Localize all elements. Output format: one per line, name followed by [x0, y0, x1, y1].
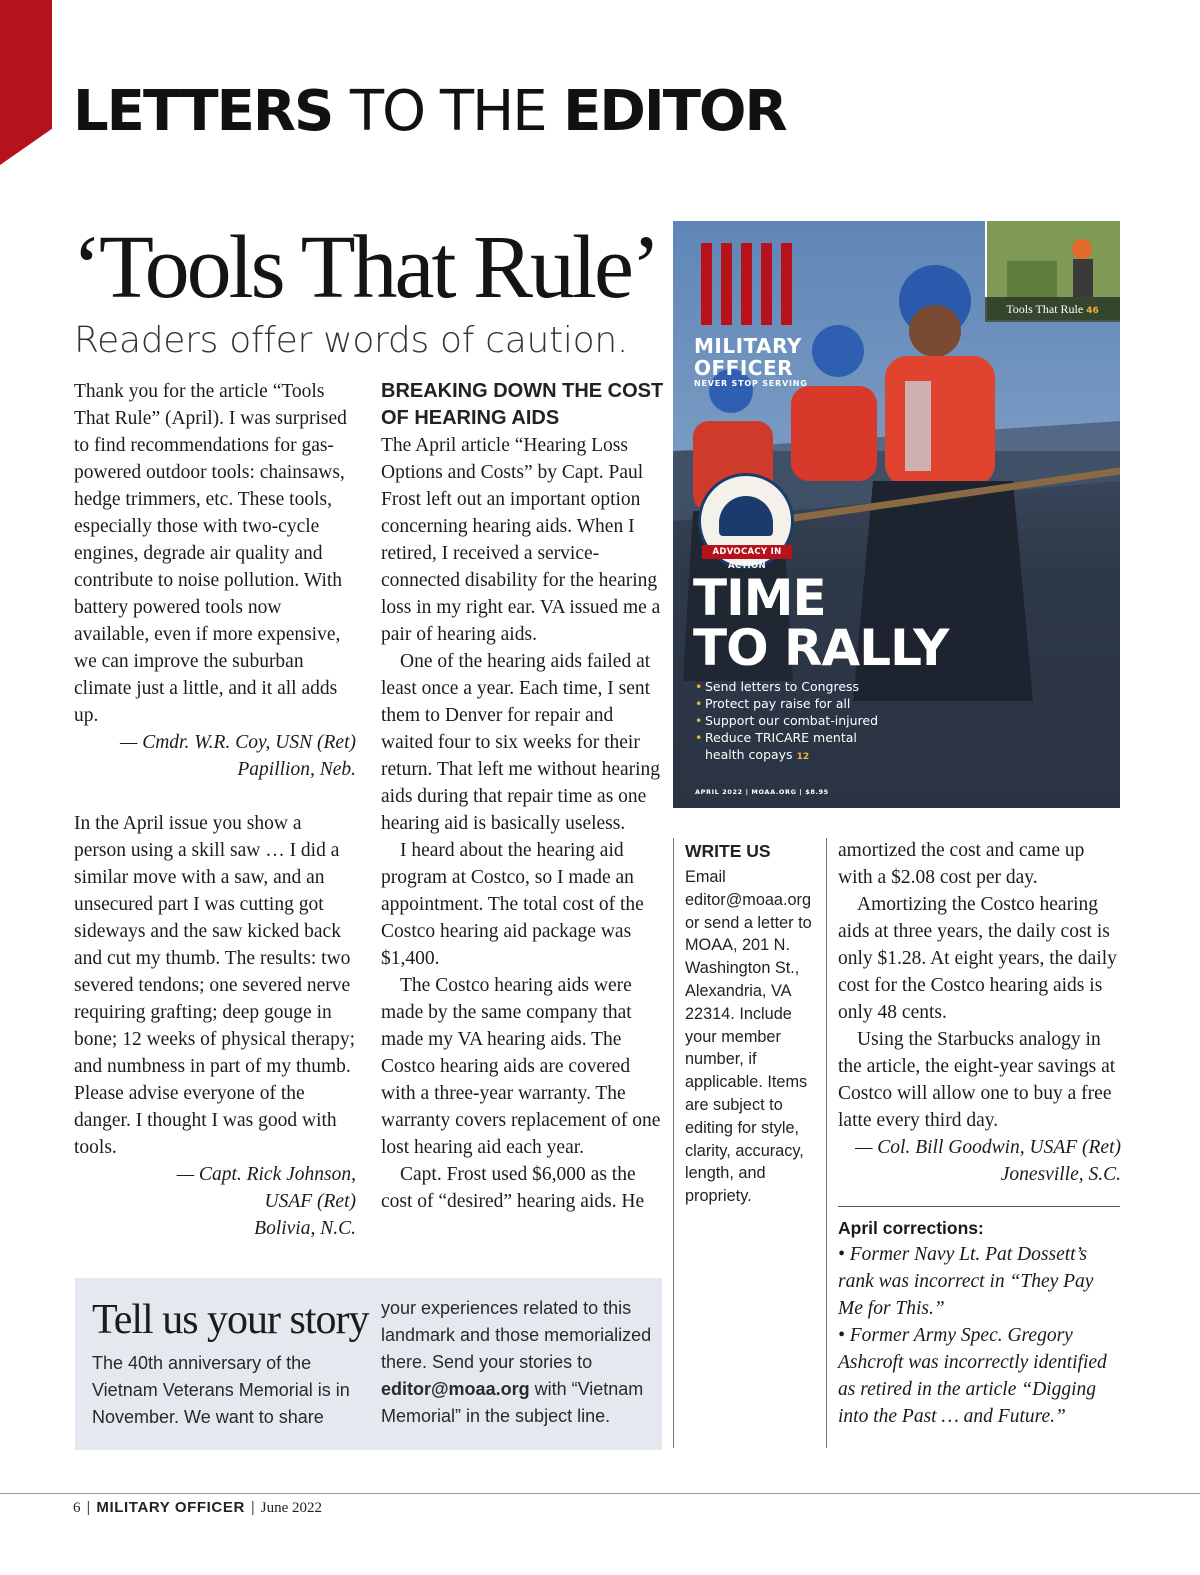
cover-tagline: NEVER STOP SERVING — [694, 379, 808, 388]
article-deck: Readers offer words of caution. — [74, 320, 628, 361]
story-body-text-end: with “Vietnam Memorial” in the subject line. — [381, 1379, 644, 1426]
write-us-box — [685, 838, 820, 1208]
letter-3-part-1 — [381, 378, 664, 1215]
cover-bullet-list — [695, 678, 895, 766]
letter-3-heading: BREAKING DOWN THE COST OF HEARING AIDS — [381, 380, 664, 429]
cover-bullet-text: Reduce TRICARE mental health copays — [705, 730, 857, 762]
cover-bullet: • Protect pay raise for all — [695, 695, 895, 712]
page-footer — [73, 1497, 322, 1518]
story-email-link[interactable]: editor@moaa.org — [381, 1379, 530, 1399]
cover-inset-caption — [985, 297, 1120, 322]
column-rule — [673, 838, 674, 1448]
cover-bullet — [695, 729, 895, 766]
cover-masthead-line-1: MILITARY — [694, 334, 802, 358]
section-title — [73, 78, 786, 146]
letter-3-paragraph: I heard about the hearing aid program at Costco, so I made an appointment. The total cost of the Costco hearing aid package was $1,400. — [381, 840, 644, 969]
letter-3-paragraph: The April article “Hearing Loss Options and Costs” by Capt. Paul Frost left out an important option concerning hearing aids. When I retired, I received a service-connected disability for the hearing loss in my right ear. VA issued me a pair of hearing aids. — [381, 435, 661, 645]
section-color-tab — [0, 0, 52, 165]
write-us-title: WRITE US — [685, 841, 771, 861]
letter-3-paragraph: Capt. Frost used $6,000 as the cost of “desired” hearing aids. He — [381, 1164, 645, 1212]
letter-2-signature — [74, 1161, 356, 1242]
letter-1-author: — Cmdr. W.R. Coy, USN (Ret) — [120, 732, 356, 753]
story-body-text: your experiences related to this landmark and those memorialized there. Send your stories to — [381, 1298, 652, 1372]
letter-3-paragraph: The Costco hearing aids were made by the same company that made my VA hearing aids. The Costco hearing aids are covered with a three-year warranty. The warranty covers replacement of one lost hearing aid each year. — [381, 975, 661, 1158]
correction-item: • Former Army Spec. Gregory Ashcroft was incorrectly identified as retired in the article “Digging into the Past … and Future.” — [838, 1325, 1107, 1427]
corrections-rule — [838, 1206, 1120, 1207]
page-number: 6 — [73, 1500, 81, 1516]
story-body-part-1: The 40th anniversary of the Vietnam Veterans Memorial is in November. We want to share — [92, 1353, 350, 1427]
article-headline: ‘Tools That Rule’ — [72, 218, 658, 317]
letter-1 — [74, 378, 356, 783]
cover-inset-caption-text: Tools That Rule — [1006, 302, 1084, 316]
section-title-bold-2: EDITOR — [563, 79, 786, 144]
letter-3-part-2 — [838, 837, 1121, 1188]
cover-bullet: • Send letters to Congress — [695, 678, 895, 695]
letter-3-paragraph: One of the hearing aids failed at least once a year. Each time, I sent them to Denver for repair and waited four to six weeks for their return. That left me without hearing aids during that repair time as one hearing aid is basically useless. — [381, 651, 661, 834]
letter-3-paragraph: Amortizing the Costco hearing aids at three years, the daily cost is only $1.28. At eight years, the daily cost for the Costco hearing aids is only 48 cents. — [838, 894, 1117, 1023]
footer-rule — [0, 1493, 1200, 1494]
story-body-part-2 — [381, 1295, 656, 1430]
cover-masthead — [694, 335, 802, 379]
correction-item: • Former Navy Lt. Pat Dossett’s rank was incorrect in “They Pay Me for This.” — [838, 1244, 1094, 1319]
footer-magazine-name: MILITARY OFFICER — [96, 1499, 245, 1516]
letter-3-paragraph: amortized the cost and came up with a $2.08 cost per day. — [838, 840, 1085, 888]
section-title-light: TO THE — [349, 79, 546, 144]
letter-2-author: — Capt. Rick Johnson, — [176, 1164, 356, 1185]
cover-seal-band: ADVOCACY IN ACTION — [702, 545, 792, 559]
cover-inset-page: 46 — [1086, 306, 1099, 316]
cover-headline-line-2: TO RALLY — [693, 619, 949, 677]
cover-bullets-page: 12 — [796, 752, 810, 762]
tell-us-your-story-box — [75, 1278, 662, 1450]
letter-3-author: — Col. Bill Goodwin, USAF (Ret) — [855, 1137, 1121, 1158]
cover-masthead-line-2: OFFICER — [694, 356, 794, 380]
letter-3-place: Jonesville, S.C. — [1000, 1164, 1121, 1185]
letter-3-signature — [838, 1134, 1121, 1188]
write-us-body: Email editor@moaa.org or send a letter to MOAA, 201 N. Washington St., Alexandria, VA 22314. Include your member number, if applicable. Items are subject to editing for style, clarity, accuracy, length, and propriety. — [685, 868, 812, 1206]
letter-2-body: In the April issue you show a person using a skill saw … I did a similar move with a saw, and an unsecured part I was cutting got sideways and the saw kicked back and cut my thumb. The results: two severed tendons; one severed nerve requiring grafting; deep gouge in bone; 12 weeks of physical therapy; and numbness in part of my thumb. Please advise everyone of the danger. I thought I was good with tools. — [74, 813, 356, 1158]
story-title: Tell us your story — [92, 1297, 369, 1343]
letter-1-body: Thank you for the article “Tools That Rule” (April). I was surprised to find recommendations for gas-powered outdoor tools: chainsaws, hedge trimmers, etc. These tools, especially those with two-cycle engines, degrade air quality and contribute to noise pollution. With battery powered tools now available, even if more expensive, we can improve the suburban climate just a little, and it all adds up. — [74, 381, 347, 726]
section-title-bold: LETTERS — [73, 79, 333, 144]
cover-issue-line: APRIL 2022 | MOAA.ORG | $8.95 — [695, 788, 829, 796]
corrections-title: April corrections: — [838, 1218, 984, 1238]
column-rule — [826, 838, 827, 1448]
letter-1-signature — [74, 729, 356, 783]
cover-headline-line-1: TIME — [693, 569, 826, 627]
capitol-dome-icon — [719, 496, 773, 536]
letter-2-rank: USAF (Ret) — [264, 1191, 356, 1212]
footer-separator: | — [250, 1499, 255, 1516]
letter-1-place: Papillion, Neb. — [237, 759, 356, 780]
cover-headline — [693, 569, 949, 677]
footer-issue-date: June 2022 — [260, 1500, 323, 1516]
letter-2-place: Bolivia, N.C. — [254, 1218, 356, 1239]
footer-separator: | — [86, 1499, 91, 1516]
magazine-cover-image — [673, 221, 1120, 808]
letter-2 — [74, 810, 356, 1242]
letter-3-paragraph: Using the Starbucks analogy in the article, the eight-year savings at Costco will allow one to buy a free latte every third day. — [838, 1029, 1116, 1131]
corrections-box — [838, 1215, 1120, 1430]
cover-bullet: • Support our combat-injured — [695, 712, 895, 729]
